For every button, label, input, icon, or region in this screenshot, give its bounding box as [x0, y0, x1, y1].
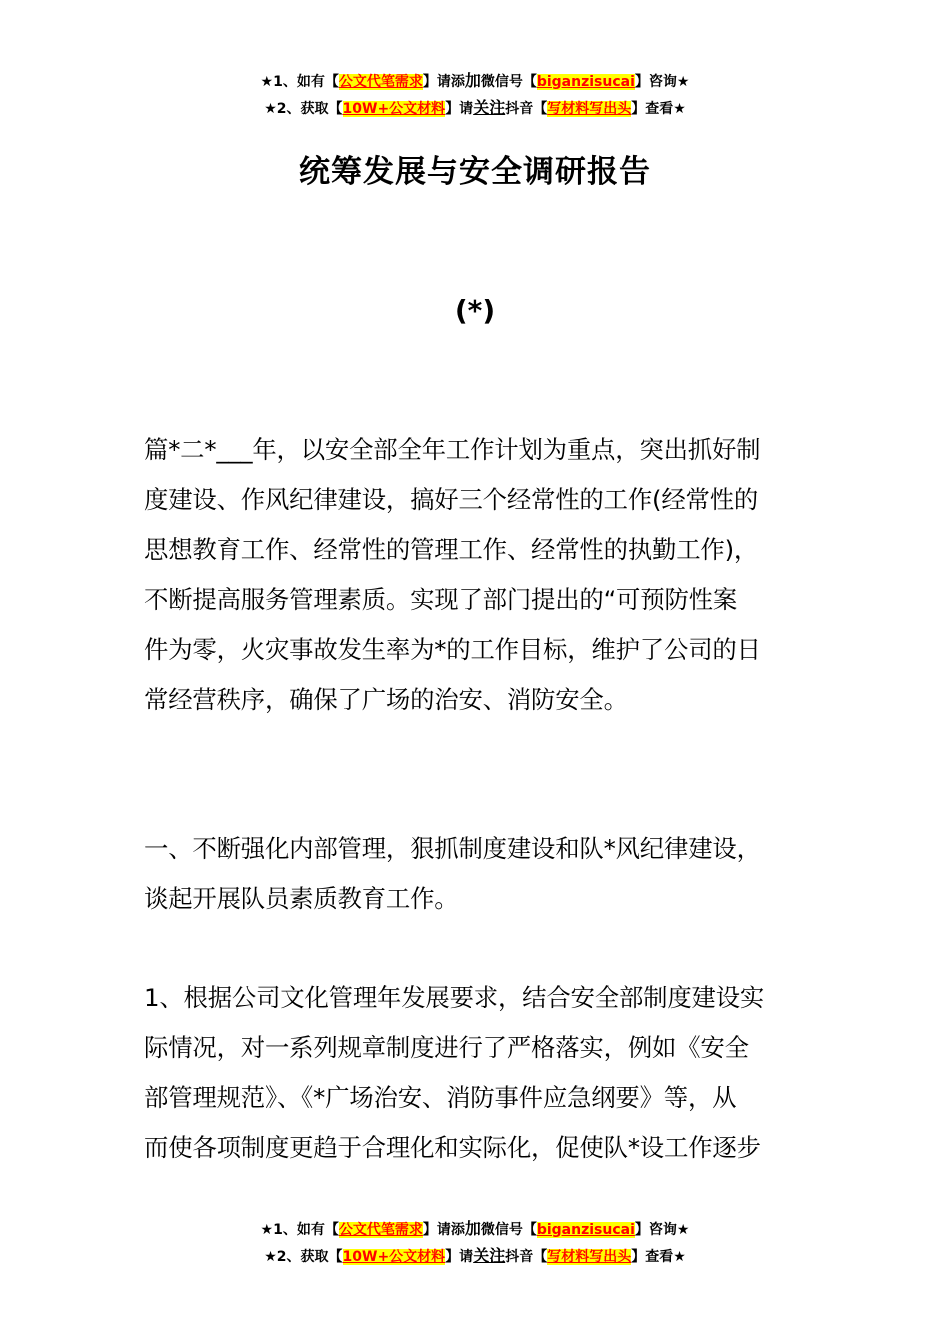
promo-text: 微信号【	[480, 1222, 537, 1238]
promo-line-1	[0, 68, 950, 95]
promo-line-1	[0, 1216, 950, 1243]
text-line: 件为零，火灾事故发生率为*的工作目标，维护了公司的日	[144, 635, 761, 664]
promo-highlight: 10W+公文材料	[342, 101, 446, 117]
promo-text: ★1、如有【	[260, 74, 339, 90]
promo-line-2	[0, 1243, 950, 1270]
promo-text: ★1、如有【	[260, 1222, 339, 1238]
promo-text: 】请添	[422, 74, 465, 90]
promo-text: 】请	[445, 101, 474, 117]
promo-text: 加	[464, 71, 481, 90]
text-line: 一、不断强化内部管理，狠抓制度建设和队*风纪律建设，	[144, 834, 761, 863]
promo-highlight: 写材料写出头	[547, 101, 632, 117]
text-line: 常经营秩序，确保了广场的治安、消防安全。	[144, 685, 628, 714]
paragraph-item-1	[144, 973, 808, 1173]
promo-text: 抖音【	[505, 1249, 548, 1265]
promo-highlight: 10W+公文材料	[342, 1249, 446, 1265]
paragraph-intro	[144, 425, 808, 725]
promo-header	[0, 68, 950, 122]
promo-highlight: biganzisucai	[536, 1222, 635, 1238]
promo-text: 微信号【	[480, 74, 537, 90]
document-title: 统筹发展与安全调研报告	[299, 154, 651, 190]
section-heading-1	[144, 824, 808, 924]
document-subtitle: (*)	[454, 294, 496, 327]
promo-text: 关注	[473, 1246, 506, 1265]
promo-highlight: biganzisucai	[536, 74, 635, 90]
promo-footer	[0, 1216, 950, 1270]
promo-text: 关注	[473, 98, 506, 117]
text-line: 1、根据公司文化管理年发展要求，结合安全部制度建设实	[144, 983, 765, 1012]
promo-text: 】请	[445, 1249, 474, 1265]
text-line: 篇*二*___年，以安全部全年工作计划为重点，突出抓好制	[144, 435, 761, 464]
text-line: 度建设、作风纪律建设，搞好三个经常性的工作(经常性的	[144, 485, 759, 514]
promo-text: 抖音【	[505, 101, 548, 117]
promo-text: ★2、获取【	[264, 101, 343, 117]
promo-line-2	[0, 95, 950, 122]
text-line: 而使各项制度更趋于合理化和实际化，促使队*设工作逐步	[144, 1133, 761, 1162]
text-line: 思想教育工作、经常性的管理工作、经常性的执勤工作)，	[144, 535, 759, 564]
promo-highlight: 写材料写出头	[547, 1249, 632, 1265]
promo-text: 】咨询★	[634, 74, 690, 90]
text-line: 部管理规范》、《*广场治安、消防事件应急纲要》等，从	[144, 1083, 737, 1112]
promo-text: ★2、获取【	[264, 1249, 343, 1265]
promo-text: 加	[464, 1219, 481, 1238]
promo-text: 】查看★	[631, 101, 686, 117]
promo-text: 】查看★	[631, 1249, 686, 1265]
promo-text: 】咨询★	[634, 1222, 690, 1238]
text-line: 际情况，对一系列规章制度进行了严格落实，例如《安全	[144, 1033, 749, 1062]
text-line: 不断提高服务管理素质。实现了部门提出的“可预防性案	[144, 585, 738, 614]
promo-highlight: 公文代笔需求	[338, 1222, 423, 1238]
promo-text: 】请添	[422, 1222, 465, 1238]
text-line: 谈起开展队员素质教育工作。	[144, 884, 459, 913]
promo-highlight: 公文代笔需求	[338, 74, 423, 90]
